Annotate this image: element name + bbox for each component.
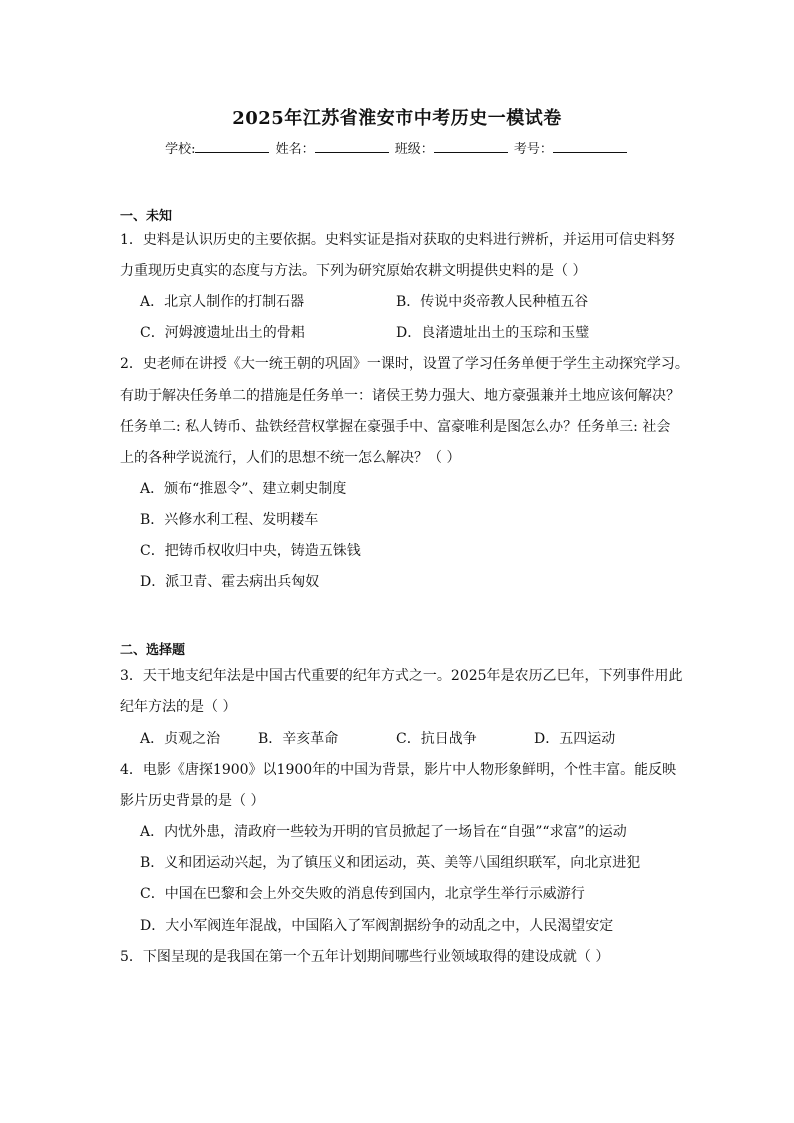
question-4-option-b[interactable]: B．义和团运动兴起，为了镇压义和团运动，英、美等八国组织联军，向北京进犯 [140,855,641,871]
question-3-option-a[interactable]: A．贞观之治 [140,731,221,747]
section-heading: 二、选择题 [120,643,186,658]
question-2-line-2: 有助于解决任务单二的措施是任务单一：诸侯王势力强大、地方豪强兼并土地应该何解决？ [120,388,680,404]
section-heading: 一、未知 [120,209,173,224]
question-2-option-a[interactable]: A．颁布“推恩令”、建立刺史制度 [140,481,347,497]
question-2-option-d[interactable]: D．派卫青、霍去病出兵匈奴 [140,574,320,590]
school-label: 学校: [165,142,196,157]
question-2-option-b[interactable]: B．兴修水利工程、发明耧车 [140,512,319,528]
question-4-option-a[interactable]: A．内忧外患，清政府一些较为开明的官员掀起了一场旨在“自强”“求富”的运动 [140,824,627,840]
question-1-line-2: 力重现历史真实的态度与方法。下列为研究原始农耕文明提供史料的是（ ） [120,263,587,279]
question-5-line-1: 5．下图呈现的是我国在第一个五年计划期间哪些行业领域取得的建设成就（ ） [120,949,610,965]
name-label: 姓名： [275,142,315,157]
question-1-option-b[interactable]: B．传说中炎帝教人民种植五谷 [396,294,589,310]
question-3-option-d[interactable]: D．五四运动 [534,731,616,747]
question-3-option-c[interactable]: C．抗日战争 [396,731,477,747]
question-4-option-c[interactable]: C．中国在巴黎和会上外交失败的消息传到国内，北京学生举行示威游行 [140,886,585,902]
question-3-line-1: 3．天干地支纪年法是中国古代重要的纪年方式之一。2025年是农历乙巳年，下列事件用此 [120,668,683,684]
student-info-line [0,138,794,157]
class-blank[interactable] [434,140,508,153]
question-2-line-3: 任务单二: 私人铸币、盐铁经营权掌握在豪强手中、富豪唯利是图怎么办？任务单三: 社会 [120,419,671,435]
question-1-line-1: 1．史料是认识历史的主要依据。史料实证是指对获取的史料进行辨析，并运用可信史料努 [120,232,675,248]
question-4-line-2: 影片历史背景的是（ ） [120,793,265,809]
question-3-line-2: 纪年方法的是（ ） [120,699,237,715]
page-title: 2025年江苏省淮安市中考历史一模试卷 [232,108,562,129]
question-3-option-b[interactable]: B．辛亥革命 [258,731,339,747]
number-label: 考号： [513,142,553,157]
question-4-line-1: 4．电影《唐探1900》以1900年的中国为背景，影片中人物形象鲜明，个性丰富。能反映 [120,762,677,778]
question-2-line-1: 2．史老师在讲授《大一统王朝的巩固》一课时，设置了学习任务单便于学生主动探究学习。 [120,356,689,372]
question-2-option-c[interactable]: C．把铸币权收归中央，铸造五铢钱 [140,543,361,559]
question-1-option-d[interactable]: D．良渚遗址出土的玉琮和玉璧 [396,325,590,341]
number-blank[interactable] [553,140,627,153]
question-1-option-a[interactable]: A．北京人制作的打制石器 [140,294,305,310]
class-label: 班级： [394,142,434,157]
question-1-option-c[interactable]: C．河姆渡遗址出土的骨耜 [140,325,305,341]
name-blank[interactable] [315,140,389,153]
school-blank[interactable] [195,140,269,153]
question-2-line-4: 上的各种学说流行，人们的思想不统一怎么解决？（ ） [120,450,461,466]
question-4-option-d[interactable]: D．大小军阀连年混战，中国陷入了军阀割据纷争的动乱之中，人民渴望安定 [140,918,614,934]
